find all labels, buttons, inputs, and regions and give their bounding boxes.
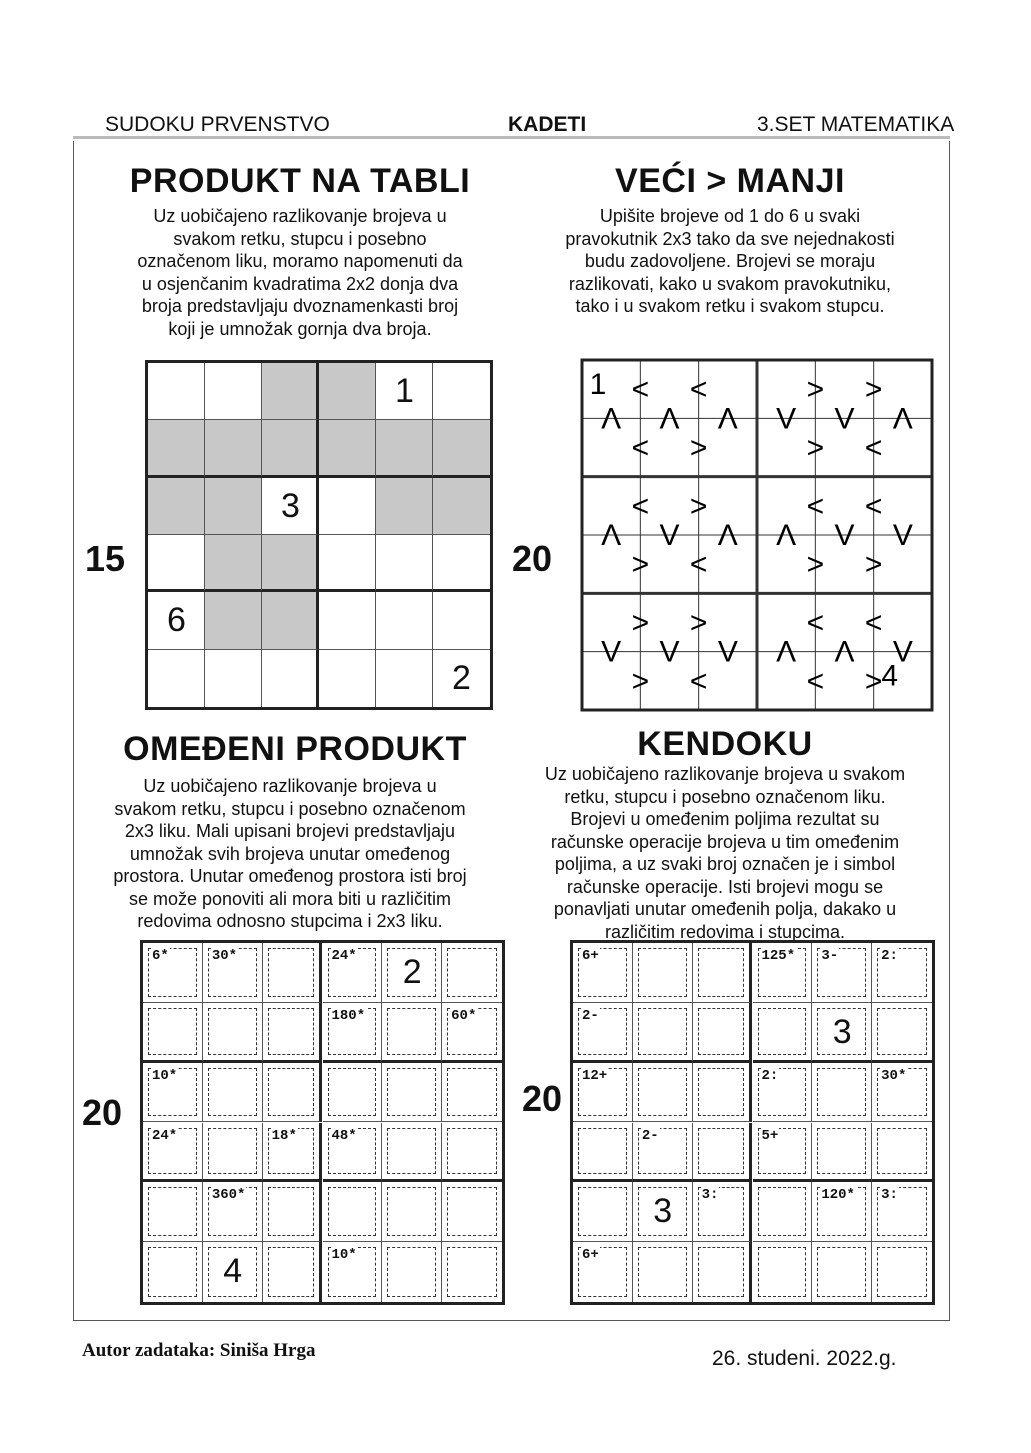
inequality-sign: < [689,548,708,582]
cage-outline [758,1247,807,1297]
grid-cell[interactable] [262,420,319,477]
cage-outline [268,1068,315,1117]
cage-outline [698,1128,745,1175]
grid-cell[interactable] [376,420,433,477]
grid-cell[interactable] [433,363,490,420]
grid-cell[interactable] [433,535,490,592]
cage-outline [758,1008,807,1055]
cage-outline [268,1187,315,1236]
grid-cell[interactable] [323,1063,383,1123]
grid-cell[interactable] [812,1063,872,1123]
grid-cell[interactable] [633,1242,693,1302]
cage-outline [698,1247,745,1297]
cage-outline [268,1008,315,1055]
grid-cell[interactable] [633,1063,693,1123]
grid-cell[interactable] [263,1242,323,1302]
points-label: 20 [522,1078,563,1119]
inequality-sign: < [631,489,650,523]
inequality-sign: < [631,431,650,465]
inequality-sign: > [864,664,883,698]
grid-cell[interactable] [573,1182,633,1242]
inequality-sign: < [631,373,650,407]
grid-cell[interactable] [205,650,262,707]
inequality-sign: Λ [601,402,622,436]
given-digit: 3 [832,1012,852,1051]
cage-outline [447,1187,497,1236]
given-digit: 2 [402,953,422,991]
inequality-sign: > [689,431,708,465]
grid-cell[interactable] [812,1123,872,1183]
cage-outline [698,948,745,997]
cage-clue: 6+ [582,948,599,964]
inequality-sign: > [631,548,650,582]
grid-cell[interactable] [262,592,319,649]
puzzle-description: Upišite brojeve od 1 do 6 u svaki pravokutnik 2x3 tako da sve nejednakosti budu zadovoljene. Brojevi se moraju razlikovati, kako u svakom pravokutniku, tako i u svakom retku i svakom stupcu. [565,206,895,316]
points-label: 20 [82,1092,123,1133]
inequality-sign: V [717,635,738,669]
given-digit: 4 [881,659,899,693]
grid-cell[interactable] [442,943,502,1003]
cage-outline [208,1128,257,1175]
cage-outline [328,1068,377,1117]
cage-clue: 3: [881,1187,898,1204]
inequality-sign: Λ [776,635,797,669]
inequality-sign: V [892,519,913,552]
inequality-sign: < [864,431,883,465]
cage-outline [447,1128,497,1175]
inequality-sign: < [864,606,883,640]
cage-outline [208,1008,257,1055]
given-digit: 3 [281,486,300,525]
points-label: 15 [85,538,126,579]
inequality-sign: > [631,606,650,640]
header-left: SUDOKU PRVENSTVO [105,113,330,136]
puzzle-description: Uz uobičajeno razlikovanje brojeva u svakom retku, stupcu i posebno označenom 2x3 liku. Mali upisani brojevi predstavljaju umnožak svih brojeva unutar omeđenog prostora. Unutar omeđenog prostora isti broj se može ponoviti ali mora biti u različitim redovima odnosno stupcima i 2x3 liku. [113,776,467,931]
cage-clue: 24* [152,1127,178,1144]
grid-cell[interactable] [382,1123,442,1183]
grid-cell[interactable] [263,943,323,1003]
grid-cell[interactable] [382,1003,442,1063]
cage-clue: 5+ [761,1127,779,1144]
header-right: 3.SET MATEMATIKA [757,113,955,136]
inequality-sign: V [659,519,680,552]
grid-cell[interactable] [442,1123,502,1183]
inequality-sign: > [806,373,825,407]
grid-cell[interactable] [148,650,205,707]
inequality-sign: Λ [659,402,680,436]
cage-outline [877,1008,927,1055]
inequality-sign: V [659,635,680,669]
inequality-sign: Λ [601,519,622,552]
grid-cell[interactable] [753,1182,813,1242]
inequality-sign: > [631,664,650,698]
puzzle-description: Uz uobičajeno razlikovanje brojeva u svakom retku, stupcu i posebno označenom liku. Brojevi u omeđenim poljima rezultat su računske operacije brojeva u tim omeđenim poljima, a uz svaki broj označen je i simbol računske operacije. Isti brojevi mogu se ponavljati unutar omeđenih polja, dakako u različitim redovima i stupcima. [544,764,906,942]
grid-cell[interactable] [872,1003,932,1063]
given-digit: 3 [653,1192,673,1231]
cage-outline [877,1128,927,1175]
inequality-sign: V [892,635,913,669]
cage-clue: 180* [331,1007,366,1024]
cage-clue: 18* [271,1127,297,1144]
cage-clue: 2- [641,1127,659,1144]
grid-cell[interactable] [812,1242,872,1302]
inequality-sign: V [601,635,622,669]
cage-clue: 10* [331,1247,357,1264]
cage-clue: 12+ [582,1067,608,1084]
given-digit: 2 [452,658,471,697]
header-center: KADETI [508,113,587,136]
grid-cell[interactable] [143,1003,203,1063]
grid-cell[interactable] [262,535,319,592]
inequality-sign: < [806,664,825,698]
grid-cell[interactable] [872,1242,932,1302]
grid-cell[interactable] [376,478,433,535]
grid-cell[interactable] [693,1242,753,1302]
grid-cell[interactable] [205,535,262,592]
cage-outline [817,1068,866,1117]
grid-cell[interactable] [382,1063,442,1123]
grid-cell[interactable] [433,478,490,535]
cage-outline [148,1187,197,1236]
grid-cell[interactable] [319,592,376,649]
given-digit: 1 [589,368,607,401]
inequality-sign: V [776,402,797,436]
grid-cell[interactable] [262,363,319,420]
inequality-sign: < [806,489,825,523]
grid-cell[interactable] [148,363,205,420]
inequality-grid [580,358,934,712]
cage-outline [817,1128,866,1175]
inequality-sign: > [864,548,883,582]
inequality-sign: Λ [834,635,855,669]
grid-cell[interactable] [205,363,262,420]
grid-cell[interactable] [143,1182,203,1242]
cage-outline [148,1008,197,1055]
grid-cell[interactable] [693,943,753,1003]
cage-outline [447,948,497,997]
inequality-sign: V [834,402,855,436]
cage-outline [877,1247,927,1297]
cage-outline [328,1187,377,1236]
cage-clue: 48* [331,1127,357,1144]
inequality-sign: Λ [717,402,738,436]
grid-cell[interactable] [433,592,490,649]
given-digit: 4 [223,1252,243,1291]
header-rule [73,136,950,139]
grid-cell[interactable] [148,478,205,535]
cage-clue: 120* [821,1187,855,1204]
given-digit: 6 [167,601,186,640]
puzzle-title: VEĆI > MANJI [615,162,845,200]
grid-cell[interactable] [693,1003,753,1063]
inequality-sign: > [864,373,883,407]
grid-cell[interactable] [376,592,433,649]
grid-cell[interactable] [319,478,376,535]
cage-outline [698,1008,745,1055]
grid-cell[interactable] [323,1182,383,1242]
cage-outline [387,1128,436,1175]
grid-cell[interactable] [148,535,205,592]
cage-clue: 3- [821,948,839,964]
cage-clue: 2: [761,1067,779,1084]
grid-cell[interactable] [319,650,376,707]
given-digit: 1 [395,372,414,410]
puzzle-grid [570,940,935,1305]
puzzle-description: Uz uobičajeno razlikovanje brojeva u svakom retku, stupcu i posebno označenom liku, moramo napomenuti da u osjenčanim kvadratima 2x2 donja dva broja predstavljaju dvoznamenkasti broj koji je umnožak gornja dva broja. [137,206,463,339]
cage-outline [387,1247,436,1297]
grid-cell[interactable] [693,1123,753,1183]
cage-outline [387,1068,436,1117]
cage-outline [387,1187,436,1236]
grid-cell[interactable] [263,1063,323,1123]
cage-clue: 125* [761,948,796,964]
cage-clue: 30* [211,948,238,964]
grid-cell[interactable] [262,650,319,707]
grid-cell[interactable] [203,1063,263,1123]
inequality-sign: > [806,548,825,582]
grid-cell[interactable] [143,1242,203,1302]
cage-clue: 2: [881,948,898,964]
cage-clue: 10* [152,1067,178,1084]
cage-outline [638,1008,687,1055]
cage-clue: 3: [701,1187,719,1204]
cage-clue: 6* [152,948,169,964]
grid-cell[interactable] [319,420,376,477]
grid-cell[interactable] [442,1063,502,1123]
cage-outline [148,1247,197,1297]
inequality-sign: > [689,606,708,640]
points-label: 20 [512,538,553,579]
footer-date: 26. studeni. 2022.g. [712,1347,897,1370]
inequality-sign: Λ [776,519,797,552]
grid-cell[interactable] [376,535,433,592]
inequality-sign: < [864,489,883,523]
grid-cell[interactable] [376,650,433,707]
inequality-sign: < [689,664,708,698]
grid-cell[interactable] [753,1003,813,1063]
cage-outline [638,1247,687,1297]
grid-cell[interactable] [263,1182,323,1242]
cage-outline [208,1068,257,1117]
grid-cell[interactable] [148,420,205,477]
cage-clue: 30* [881,1067,907,1084]
cage-clue: 2- [582,1007,599,1024]
footer-author: Autor zadataka: Siniša Hrga [82,1340,316,1361]
cage-clue: 6+ [582,1247,599,1264]
cage-outline [638,1068,687,1117]
cage-clue: 360* [211,1187,246,1204]
grid-cell[interactable] [203,1123,263,1183]
cage-outline [447,1068,497,1117]
inequality-sign: > [689,489,708,523]
grid-cell[interactable] [382,1182,442,1242]
grid-cell[interactable] [319,363,376,420]
grid-cell[interactable] [382,1242,442,1302]
cage-outline [638,948,687,997]
grid-cell[interactable] [633,1003,693,1063]
inequality-sign: > [806,431,825,465]
grid-cell[interactable] [205,420,262,477]
puzzle-title: KENDOKU [637,725,813,763]
inequality-sign: Λ [717,519,738,552]
cage-outline [578,1187,627,1236]
cage-outline [268,948,315,997]
cage-outline [578,1128,627,1175]
grid-cell[interactable] [433,420,490,477]
inequality-sign: V [834,519,855,552]
grid-cell[interactable] [693,1063,753,1123]
inequality-sign: < [689,373,708,407]
grid-cell[interactable] [573,1123,633,1183]
inequality-sign: Λ [892,402,913,436]
grid-cell[interactable] [753,1242,813,1302]
puzzle-title: PRODUKT NA TABLI [129,162,471,200]
grid-cell[interactable] [872,1123,932,1183]
cage-outline [758,1187,807,1236]
grid-cell[interactable] [319,535,376,592]
grid-cell[interactable] [263,1003,323,1063]
cage-outline [268,1247,315,1297]
puzzle-grid [140,940,505,1305]
cage-clue: 60* [451,1007,477,1024]
cage-outline [817,1247,866,1297]
cage-outline [387,1008,436,1055]
cage-outline [698,1068,745,1117]
grid-cell[interactable] [442,1242,502,1302]
grid-cell[interactable] [205,478,262,535]
inequality-sign: < [806,606,825,640]
puzzle-grid [145,360,493,710]
cage-clue: 24* [331,948,357,964]
grid-cell[interactable] [205,592,262,649]
grid-cell[interactable] [442,1182,502,1242]
puzzle-title: OMEĐENI PRODUKT [123,730,467,768]
cage-outline [447,1247,497,1297]
grid-cell[interactable] [203,1003,263,1063]
grid-cell[interactable] [633,943,693,1003]
